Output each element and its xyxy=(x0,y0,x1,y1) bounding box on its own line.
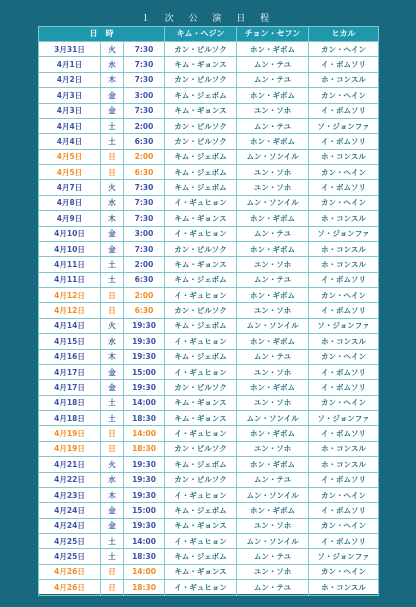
cast-1-cell: イ・ギュヒョン xyxy=(165,534,237,549)
time-cell: 15:00 xyxy=(124,364,165,379)
date-cell: 4月11日 xyxy=(39,272,101,287)
cast-1-cell: イ・ギュヒョン xyxy=(165,426,237,441)
table-row xyxy=(39,134,379,149)
header-cast-2: チョン・セフン xyxy=(237,27,309,42)
cast-2-cell: ユン・ソホ xyxy=(237,364,309,379)
date-cell: 4月5日 xyxy=(39,165,101,180)
cast-1-cell: イ・ギュヒョン xyxy=(165,195,237,210)
cast-1-cell: キム・ギョンス xyxy=(165,103,237,118)
weekday-cell: 水 xyxy=(101,57,124,72)
weekday-cell: 木 xyxy=(101,72,124,87)
time-cell: 15:00 xyxy=(124,503,165,518)
table-row xyxy=(39,195,379,210)
date-cell: 4月12日 xyxy=(39,303,101,318)
date-cell: 4月1日 xyxy=(39,57,101,72)
cast-1-cell: キム・ジェボム xyxy=(165,549,237,564)
cast-2-cell: ユン・ソホ xyxy=(237,103,309,118)
time-cell: 7:30 xyxy=(124,72,165,87)
time-cell: 6:30 xyxy=(124,134,165,149)
cast-2-cell: ユン・ソホ xyxy=(237,180,309,195)
cast-1-cell: イ・ギュヒョン xyxy=(165,580,237,595)
time-cell: 6:30 xyxy=(124,303,165,318)
weekday-cell: 木 xyxy=(101,349,124,364)
time-cell: 7:30 xyxy=(124,211,165,226)
cast-1-cell: キム・ギョンス xyxy=(165,518,237,533)
cast-3-cell: ホ・コンスル xyxy=(309,441,379,456)
cast-1-cell: キム・ジェボム xyxy=(165,88,237,103)
cast-3-cell: ホ・コンスル xyxy=(309,241,379,256)
table-row xyxy=(39,42,379,57)
table-row xyxy=(39,426,379,441)
cast-3-cell: カン・ヘイン xyxy=(309,487,379,502)
time-cell: 7:30 xyxy=(124,195,165,210)
cast-3-cell: カン・ヘイン xyxy=(309,564,379,579)
cast-2-cell: ユン・ソホ xyxy=(237,303,309,318)
weekday-cell: 日 xyxy=(101,564,124,579)
cast-3-cell: ホ・コンスル xyxy=(309,457,379,472)
cast-3-cell: カン・ヘイン xyxy=(309,395,379,410)
time-cell: 6:30 xyxy=(124,272,165,287)
table-row xyxy=(39,457,379,472)
cast-3-cell: イ・ボムソリ xyxy=(309,57,379,72)
cast-2-cell: ホン・ギボム xyxy=(237,134,309,149)
cast-2-cell: ムン・ソンイル xyxy=(237,195,309,210)
cast-2-cell: ムン・ソンイル xyxy=(237,411,309,426)
cast-3-cell: カン・ヘイン xyxy=(309,288,379,303)
weekday-cell: 火 xyxy=(101,318,124,333)
time-cell: 14:00 xyxy=(124,534,165,549)
table-row xyxy=(39,288,379,303)
date-cell: 4月22日 xyxy=(39,472,101,487)
weekday-cell: 土 xyxy=(101,118,124,133)
weekday-cell: 日 xyxy=(101,288,124,303)
cast-2-cell: ユン・ソホ xyxy=(237,441,309,456)
date-cell: 4月15日 xyxy=(39,334,101,349)
cast-2-cell: ムン・テユ xyxy=(237,72,309,87)
cast-3-cell: イ・ボムソリ xyxy=(309,134,379,149)
cast-3-cell: ホ・コンスル xyxy=(309,72,379,87)
header-cast-3: ヒカル xyxy=(309,27,379,42)
time-cell: 7:30 xyxy=(124,103,165,118)
cast-2-cell: ムン・ソンイル xyxy=(237,487,309,502)
time-cell: 14:00 xyxy=(124,564,165,579)
cast-1-cell: カン・ビルソク xyxy=(165,303,237,318)
table-header-row xyxy=(39,27,379,42)
time-cell: 6:30 xyxy=(124,165,165,180)
cast-1-cell: キム・ギョンス xyxy=(165,411,237,426)
weekday-cell: 金 xyxy=(101,518,124,533)
cast-3-cell: イ・ボムソリ xyxy=(309,364,379,379)
cast-2-cell: ホン・ギボム xyxy=(237,334,309,349)
cast-2-cell: ユン・ソホ xyxy=(237,165,309,180)
table-row xyxy=(39,364,379,379)
weekday-cell: 土 xyxy=(101,549,124,564)
time-cell: 19:30 xyxy=(124,349,165,364)
weekday-cell: 水 xyxy=(101,472,124,487)
weekday-cell: 木 xyxy=(101,487,124,502)
table-row xyxy=(39,180,379,195)
cast-2-cell: ホン・ギボム xyxy=(237,88,309,103)
time-cell: 2:00 xyxy=(124,257,165,272)
time-cell: 19:30 xyxy=(124,334,165,349)
time-cell: 2:00 xyxy=(124,288,165,303)
time-cell: 18:30 xyxy=(124,441,165,456)
header-cast-1: キム・ヘジン xyxy=(165,27,237,42)
cast-1-cell: キム・ジェボム xyxy=(165,272,237,287)
cast-3-cell: カン・ヘイン xyxy=(309,518,379,533)
weekday-cell: 金 xyxy=(101,503,124,518)
table-row xyxy=(39,72,379,87)
date-cell: 4月3日 xyxy=(39,103,101,118)
cast-3-cell: イ・ボムソリ xyxy=(309,534,379,549)
cast-1-cell: キム・ギョンス xyxy=(165,564,237,579)
cast-1-cell: カン・ビルソク xyxy=(165,72,237,87)
date-cell: 4月26日 xyxy=(39,580,101,595)
cast-3-cell: ソ・ジョンファ xyxy=(309,226,379,241)
time-cell: 18:30 xyxy=(124,411,165,426)
cast-2-cell: ホン・ギボム xyxy=(237,380,309,395)
cast-1-cell: カン・ビルソク xyxy=(165,118,237,133)
cast-1-cell: キム・ギョンス xyxy=(165,395,237,410)
date-cell: 4月24日 xyxy=(39,518,101,533)
cast-1-cell: イ・ギュヒョン xyxy=(165,487,237,502)
table-row xyxy=(39,165,379,180)
table-row xyxy=(39,503,379,518)
cast-1-cell: キム・ジェボム xyxy=(165,180,237,195)
table-row xyxy=(39,534,379,549)
cast-1-cell: キム・ジェボム xyxy=(165,165,237,180)
weekday-cell: 日 xyxy=(101,441,124,456)
cast-2-cell: ムン・テユ xyxy=(237,472,309,487)
date-cell: 4月19日 xyxy=(39,426,101,441)
time-cell: 7:30 xyxy=(124,180,165,195)
cast-3-cell: ソ・ジョンファ xyxy=(309,118,379,133)
table-row xyxy=(39,118,379,133)
cast-3-cell: ホ・コンスル xyxy=(309,149,379,164)
cast-1-cell: カン・ビルソク xyxy=(165,42,237,57)
cast-2-cell: ムン・ソンイル xyxy=(237,534,309,549)
cast-3-cell: イ・ボムソリ xyxy=(309,180,379,195)
table-row xyxy=(39,472,379,487)
time-cell: 18:30 xyxy=(124,580,165,595)
table-row xyxy=(39,549,379,564)
cast-2-cell: ムン・テユ xyxy=(237,226,309,241)
cast-2-cell: ユン・ソホ xyxy=(237,518,309,533)
table-row xyxy=(39,580,379,595)
cast-3-cell: カン・ヘイン xyxy=(309,349,379,364)
time-cell: 19:30 xyxy=(124,472,165,487)
date-cell: 4月10日 xyxy=(39,241,101,256)
weekday-cell: 日 xyxy=(101,165,124,180)
cast-2-cell: ムン・ソンイル xyxy=(237,318,309,333)
table-row xyxy=(39,226,379,241)
date-cell: 4月25日 xyxy=(39,534,101,549)
weekday-cell: 金 xyxy=(101,241,124,256)
cast-1-cell: カン・ビルソク xyxy=(165,134,237,149)
cast-2-cell: ユン・ソホ xyxy=(237,395,309,410)
table-row xyxy=(39,395,379,410)
table-row xyxy=(39,349,379,364)
weekday-cell: 土 xyxy=(101,395,124,410)
table-row xyxy=(39,103,379,118)
cast-1-cell: キム・ジェボム xyxy=(165,503,237,518)
schedule-title: １ 次 公 演 日 程 xyxy=(38,12,378,26)
time-cell: 18:30 xyxy=(124,549,165,564)
cast-3-cell: ソ・ジョンファ xyxy=(309,411,379,426)
cast-2-cell: ホン・ギボム xyxy=(237,241,309,256)
cast-2-cell: ムン・ソンイル xyxy=(237,149,309,164)
table-row xyxy=(39,303,379,318)
time-cell: 19:30 xyxy=(124,457,165,472)
cast-1-cell: イ・ギュヒョン xyxy=(165,288,237,303)
weekday-cell: 火 xyxy=(101,42,124,57)
table-row xyxy=(39,411,379,426)
cast-2-cell: ムン・テユ xyxy=(237,580,309,595)
date-cell: 4月4日 xyxy=(39,118,101,133)
cast-1-cell: イ・ギュヒョン xyxy=(165,334,237,349)
cast-2-cell: ユン・ソホ xyxy=(237,257,309,272)
date-cell: 4月10日 xyxy=(39,226,101,241)
table-row xyxy=(39,149,379,164)
date-cell: 4月23日 xyxy=(39,487,101,502)
cast-1-cell: キム・ギョンス xyxy=(165,211,237,226)
table-row xyxy=(39,334,379,349)
weekday-cell: 土 xyxy=(101,411,124,426)
date-cell: 4月9日 xyxy=(39,211,101,226)
date-cell: 4月24日 xyxy=(39,503,101,518)
date-cell: 4月12日 xyxy=(39,288,101,303)
weekday-cell: 火 xyxy=(101,180,124,195)
cast-1-cell: キム・ジェボム xyxy=(165,149,237,164)
weekday-cell: 金 xyxy=(101,103,124,118)
weekday-cell: 日 xyxy=(101,580,124,595)
weekday-cell: 土 xyxy=(101,272,124,287)
cast-2-cell: ホン・ギボム xyxy=(237,426,309,441)
cast-2-cell: ムン・テユ xyxy=(237,549,309,564)
weekday-cell: 水 xyxy=(101,334,124,349)
cast-1-cell: キム・ジェボム xyxy=(165,349,237,364)
table-row xyxy=(39,380,379,395)
time-cell: 7:30 xyxy=(124,241,165,256)
cast-3-cell: イ・ボムソリ xyxy=(309,503,379,518)
table-row xyxy=(39,487,379,502)
cast-2-cell: ホン・ギボム xyxy=(237,503,309,518)
date-cell: 4月19日 xyxy=(39,441,101,456)
date-cell: 4月18日 xyxy=(39,411,101,426)
cast-1-cell: キム・ジェボム xyxy=(165,457,237,472)
cast-1-cell: カン・ビルソク xyxy=(165,380,237,395)
weekday-cell: 金 xyxy=(101,88,124,103)
cast-3-cell: ホ・コンスル xyxy=(309,334,379,349)
table-row xyxy=(39,257,379,272)
time-cell: 19:30 xyxy=(124,487,165,502)
weekday-cell: 金 xyxy=(101,380,124,395)
date-cell: 4月16日 xyxy=(39,349,101,364)
date-cell: 4月2日 xyxy=(39,72,101,87)
date-cell: 4月17日 xyxy=(39,380,101,395)
table-row xyxy=(39,88,379,103)
cast-1-cell: カン・ビルソク xyxy=(165,441,237,456)
cast-3-cell: イ・ボムソリ xyxy=(309,426,379,441)
cast-2-cell: ムン・テユ xyxy=(237,349,309,364)
weekday-cell: 水 xyxy=(101,195,124,210)
date-cell: 4月5日 xyxy=(39,149,101,164)
table-row xyxy=(39,441,379,456)
time-cell: 2:00 xyxy=(124,149,165,164)
cast-3-cell: ホ・コンスル xyxy=(309,211,379,226)
date-cell: 4月14日 xyxy=(39,318,101,333)
date-cell: 4月21日 xyxy=(39,457,101,472)
cast-2-cell: ホン・ギボム xyxy=(237,457,309,472)
date-cell: 4月7日 xyxy=(39,180,101,195)
weekday-cell: 日 xyxy=(101,303,124,318)
date-cell: 3月31日 xyxy=(39,42,101,57)
cast-3-cell: ホ・コンスル xyxy=(309,580,379,595)
time-cell: 19:30 xyxy=(124,518,165,533)
cast-1-cell: イ・ギュヒョン xyxy=(165,364,237,379)
cast-1-cell: キム・ギョンス xyxy=(165,57,237,72)
date-cell: 4月26日 xyxy=(39,564,101,579)
schedule-body xyxy=(39,42,379,596)
cast-3-cell: カン・ヘイン xyxy=(309,88,379,103)
cast-3-cell: イ・ボムソリ xyxy=(309,103,379,118)
cast-2-cell: ユン・ソホ xyxy=(237,564,309,579)
cast-3-cell: カン・ヘイン xyxy=(309,195,379,210)
cast-2-cell: ムン・テユ xyxy=(237,57,309,72)
header-date: 日 時 xyxy=(39,27,165,42)
date-cell: 4月25日 xyxy=(39,549,101,564)
time-cell: 14:00 xyxy=(124,395,165,410)
weekday-cell: 金 xyxy=(101,226,124,241)
cast-3-cell: イ・ボムソリ xyxy=(309,272,379,287)
table-row xyxy=(39,211,379,226)
cast-3-cell: イ・ボムソリ xyxy=(309,472,379,487)
weekday-cell: 土 xyxy=(101,534,124,549)
cast-2-cell: ホン・ギボム xyxy=(237,42,309,57)
cast-3-cell: イ・ボムソリ xyxy=(309,303,379,318)
weekday-cell: 金 xyxy=(101,364,124,379)
date-cell: 4月11日 xyxy=(39,257,101,272)
date-cell: 4月4日 xyxy=(39,134,101,149)
cast-2-cell: ムン・テユ xyxy=(237,272,309,287)
time-cell: 14:00 xyxy=(124,426,165,441)
schedule-sheet xyxy=(38,12,378,594)
time-cell: 7:30 xyxy=(124,57,165,72)
date-cell: 4月3日 xyxy=(39,88,101,103)
cast-3-cell: イ・ボムソリ xyxy=(309,380,379,395)
table-row xyxy=(39,318,379,333)
cast-3-cell: カン・ヘイン xyxy=(309,165,379,180)
cast-1-cell: イ・ギュヒョン xyxy=(165,226,237,241)
table-row xyxy=(39,241,379,256)
cast-1-cell: キム・ジェボム xyxy=(165,318,237,333)
weekday-cell: 日 xyxy=(101,149,124,164)
cast-1-cell: カン・ビルソク xyxy=(165,472,237,487)
date-cell: 4月17日 xyxy=(39,364,101,379)
weekday-cell: 日 xyxy=(101,426,124,441)
schedule-table xyxy=(38,26,379,596)
time-cell: 7:30 xyxy=(124,42,165,57)
table-row xyxy=(39,272,379,287)
cast-2-cell: ムン・テユ xyxy=(237,118,309,133)
time-cell: 2:00 xyxy=(124,118,165,133)
table-row xyxy=(39,564,379,579)
time-cell: 3:00 xyxy=(124,226,165,241)
time-cell: 19:30 xyxy=(124,380,165,395)
cast-3-cell: ソ・ジョンファ xyxy=(309,318,379,333)
table-row xyxy=(39,518,379,533)
cast-2-cell: ホン・ギボム xyxy=(237,211,309,226)
cast-2-cell: ホン・ギボム xyxy=(237,288,309,303)
weekday-cell: 土 xyxy=(101,257,124,272)
date-cell: 4月18日 xyxy=(39,395,101,410)
cast-3-cell: ホ・コンスル xyxy=(309,257,379,272)
table-row xyxy=(39,57,379,72)
date-cell: 4月8日 xyxy=(39,195,101,210)
cast-3-cell: ソ・ジョンファ xyxy=(309,549,379,564)
weekday-cell: 木 xyxy=(101,211,124,226)
cast-1-cell: キム・ギョンス xyxy=(165,257,237,272)
cast-1-cell: カン・ビルソク xyxy=(165,241,237,256)
cast-3-cell: カン・ヘイン xyxy=(309,42,379,57)
weekday-cell: 火 xyxy=(101,457,124,472)
time-cell: 3:00 xyxy=(124,88,165,103)
time-cell: 19:30 xyxy=(124,318,165,333)
weekday-cell: 土 xyxy=(101,134,124,149)
